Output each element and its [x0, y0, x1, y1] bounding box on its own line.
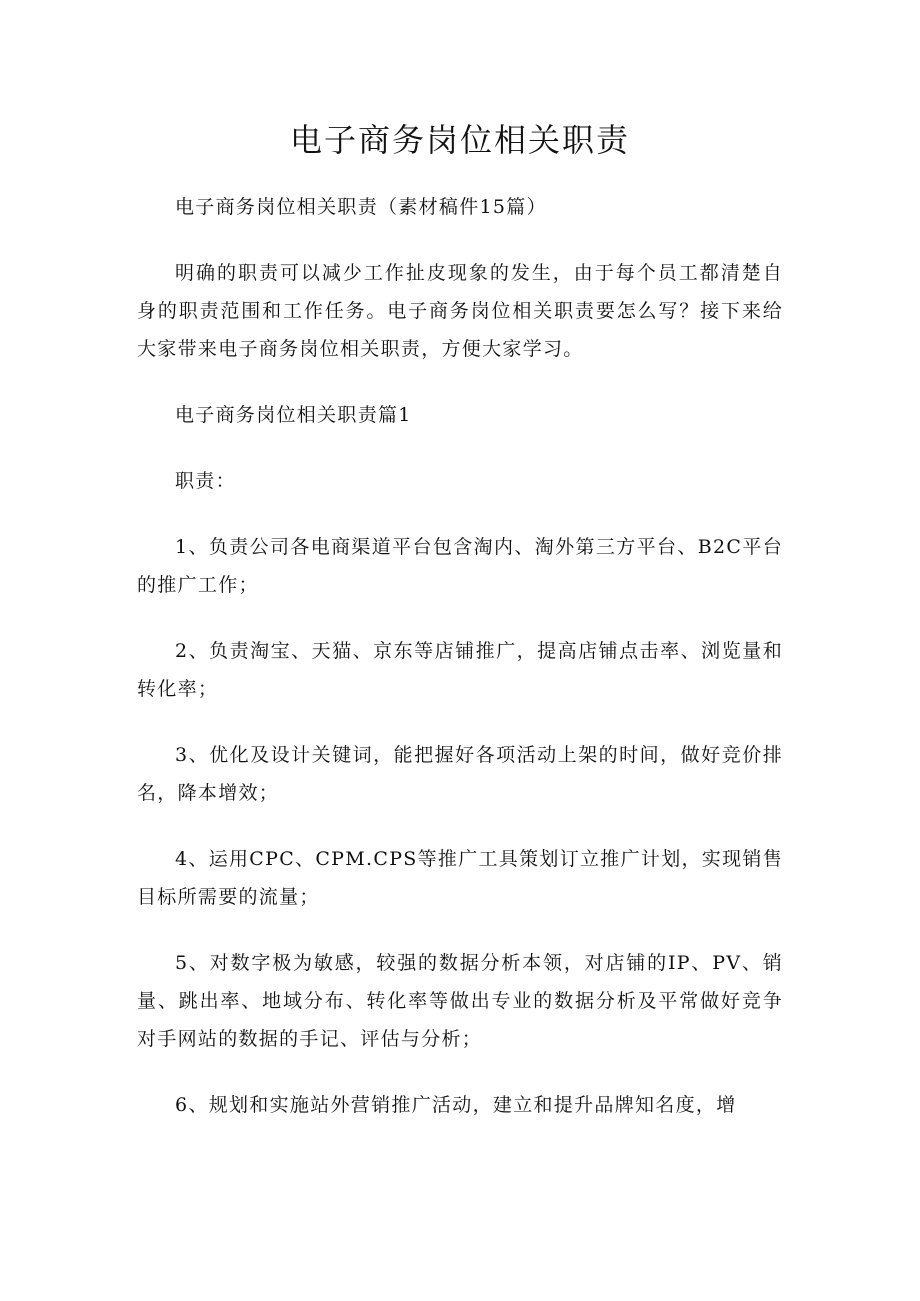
intro-paragraph: 明确的职责可以减少工作扯皮现象的发生，由于每个员工都清楚自身的职责范围和工作任务。电子商务岗位相关职责要怎么写？接下来给大家带来电子商务岗位相关职责，方便大家学习。: [137, 262, 783, 360]
duty-item-1: 1、负责公司各电商渠道平台包含淘内、淘外第三方平台、B2C平台的推广工作；: [137, 536, 783, 596]
duty-item-4: 4、运用CPC、CPM.CPS等推广工具策划订立推广计划，实现销售目标所需要的流量；: [137, 848, 784, 908]
duty-item-3: 3、优化及设计关键词，能把握好各项活动上架的时间，做好竞价排名，降本增效；: [137, 744, 783, 804]
document-title: 电子商务岗位相关职责: [289, 121, 630, 159]
duty-item-5: 5、对数字极为敏感，较强的数据分析本领，对店铺的IP、PV、销量、跳出率、地域分布、转化率等做出专业的数据分析及平常做好竞争对手网站的数据的手记、评估与分析；: [137, 952, 783, 1050]
duty-item-2: 2、负责淘宝、天猫、京东等店铺推广，提高店铺点击率、浏览量和转化率；: [137, 640, 783, 700]
document-body: [137, 188, 783, 1152]
duty-item-6: 6、规划和实施站外营销推广活动，建立和提升品牌知名度，增: [175, 1094, 737, 1116]
document-subtitle: 电子商务岗位相关职责（素材稿件15篇）: [175, 196, 547, 218]
section-heading: 电子商务岗位相关职责篇1: [175, 404, 412, 426]
duties-label: 职责：: [175, 470, 236, 492]
